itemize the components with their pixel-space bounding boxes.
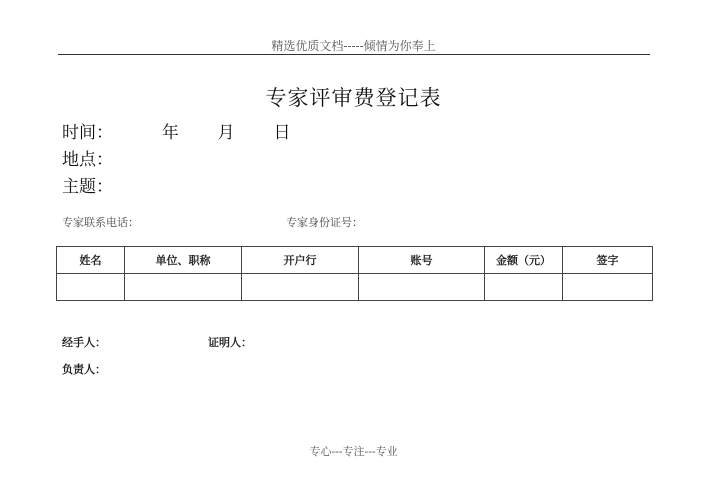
column-header-name: 姓名 xyxy=(57,247,125,274)
proof-label: 证明人： xyxy=(208,336,252,349)
table-cell xyxy=(563,274,653,301)
page-header-text: 精选优质文档-----倾情为你奉上 xyxy=(271,39,436,53)
expert-phone-label: 专家联系电话： xyxy=(62,216,139,229)
handler-label: 经手人： xyxy=(62,336,106,349)
column-header-signature: 签字 xyxy=(563,247,653,274)
owner-label: 负责人： xyxy=(62,363,106,376)
header-divider xyxy=(58,54,650,55)
registration-table xyxy=(56,246,653,301)
table-header-row xyxy=(57,247,653,274)
time-label: 时间： xyxy=(62,123,113,143)
table-cell xyxy=(57,274,125,301)
document-title: 专家评审费登记表 xyxy=(265,86,442,110)
column-header-bank: 开户行 xyxy=(242,247,359,274)
topic-label: 主题： xyxy=(62,177,113,197)
time-line xyxy=(62,118,290,143)
column-header-account: 账号 xyxy=(359,247,485,274)
place-label: 地点： xyxy=(62,150,113,170)
column-header-amount: 金额（元） xyxy=(485,247,563,274)
expert-id-label: 专家身份证号： xyxy=(286,216,363,229)
day-label: 日 xyxy=(273,123,291,143)
page-footer-text: 专心---专注---专业 xyxy=(309,445,398,458)
table-cell xyxy=(359,274,485,301)
year-label: 年 xyxy=(161,123,179,143)
table-cell xyxy=(125,274,242,301)
table-cell xyxy=(485,274,563,301)
month-label: 月 xyxy=(217,123,235,143)
table-row xyxy=(57,274,653,301)
table-cell xyxy=(242,274,359,301)
column-header-unit-title: 单位、职称 xyxy=(125,247,242,274)
